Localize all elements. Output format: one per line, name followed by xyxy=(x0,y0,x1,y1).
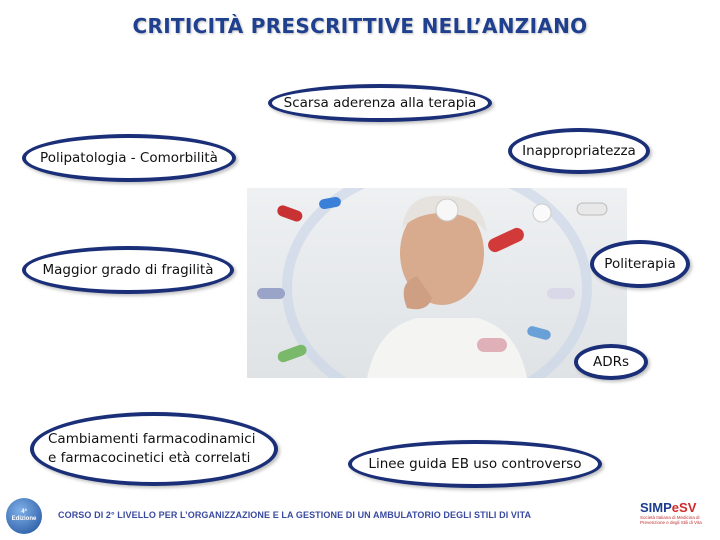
photo-illustration xyxy=(247,188,630,378)
bubble-label: Politerapia xyxy=(604,256,676,272)
bubble-label: Cambiamenti farmacodinamici e farmacocinetici età correlati xyxy=(48,431,256,466)
bubble-label: Inappropriatezza xyxy=(522,143,636,159)
edition-word: Edizione xyxy=(11,516,37,522)
bubble-polipatologia xyxy=(22,134,236,182)
logo-part-b: eSV xyxy=(671,500,697,515)
logo-subtitle: Società Italiana di Medicina di Prevenzione e degli Stili di Vita xyxy=(640,515,702,525)
bubble-politerapia xyxy=(590,240,690,288)
logo-wordmark xyxy=(640,500,716,515)
bubble-label: ADRs xyxy=(592,354,630,370)
bubble-cambiamenti xyxy=(30,412,278,486)
elderly-man-pills-photo xyxy=(247,188,630,378)
bubble-adrs xyxy=(574,344,648,380)
course-title: CORSO DI 2° LIVELLO PER L’ORGANIZZAZIONE E LA GESTIONE DI UN AMBULATORIO DEGLI STILI DI VITA xyxy=(58,510,532,520)
simpesv-logo xyxy=(640,500,716,536)
bubble-label: Maggior grado di fragilità xyxy=(42,262,214,278)
footer xyxy=(0,496,720,540)
bubble-label: Scarsa aderenza alla terapia xyxy=(283,95,477,111)
page-title: CRITICITÀ PRESCRITTIVE NELL’ANZIANO xyxy=(132,14,588,38)
edition-badge xyxy=(6,498,42,534)
edition-number: 4ª xyxy=(21,509,27,515)
logo-part-a: SIMP xyxy=(640,500,672,515)
bubble-scarsa-aderenza xyxy=(268,84,492,122)
bubble-fragilita xyxy=(22,246,234,294)
bubble-label: Linee guida EB uso controverso xyxy=(368,456,582,472)
bubble-linee-guida xyxy=(348,440,602,488)
bubble-label: Polipatologia - Comorbilità xyxy=(40,150,218,166)
bubble-inappropriatezza xyxy=(508,128,650,174)
